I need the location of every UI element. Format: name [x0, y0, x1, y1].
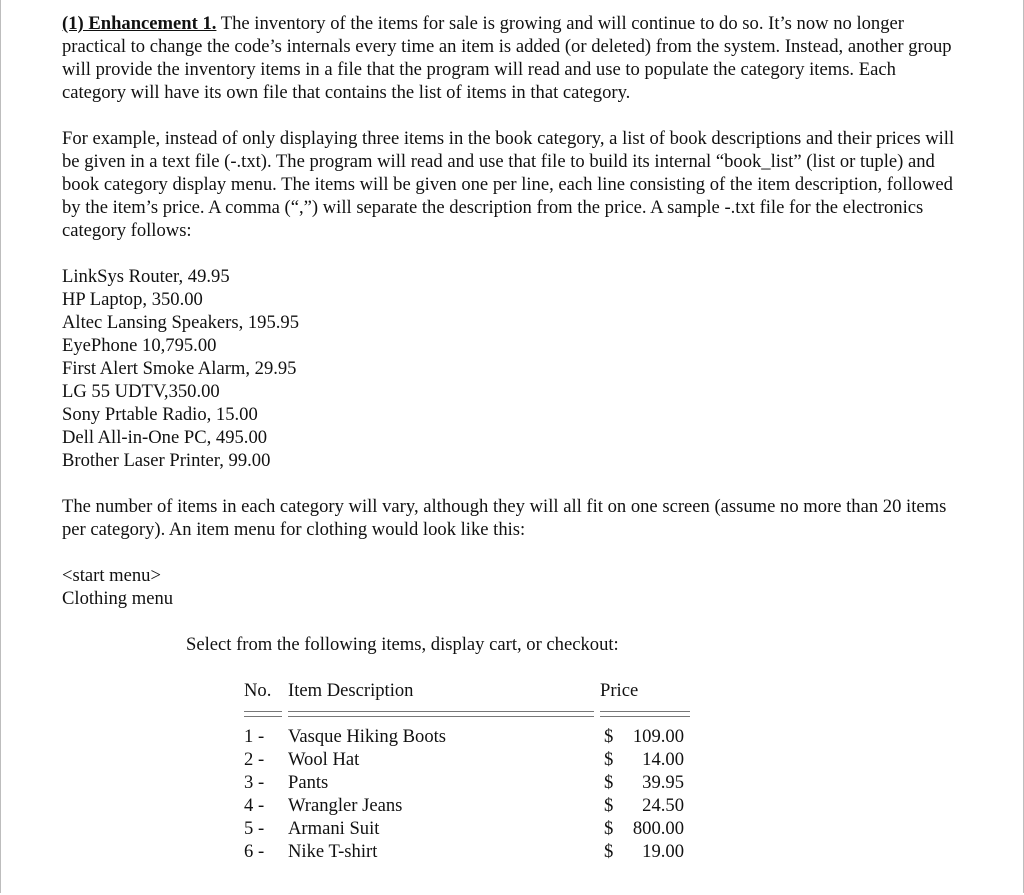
intro-paragraph	[62, 12, 962, 104]
document-body	[62, 12, 962, 863]
sample-line: EyePhone 10,795.00	[62, 335, 217, 356]
item-number: 2 -	[244, 749, 265, 770]
sample-line: Sony Prtable Radio, 15.00	[62, 404, 258, 425]
separator-price	[600, 711, 690, 717]
item-price-cell	[600, 840, 684, 863]
header-no: No.	[244, 680, 272, 701]
separator-no	[244, 711, 282, 717]
menu-prompt: Select from the following items, display cart, or checkout:	[186, 634, 619, 655]
sample-line: LinkSys Router, 49.95	[62, 266, 230, 287]
table-separator	[244, 702, 962, 725]
sample-line: HP Laptop, 350.00	[62, 289, 203, 310]
intro-text: The inventory of the items for sale is growing and will continue to do so. It’s now no longer practical to change the code’s internals every time an item is added (or deleted) from the system. Instead, another group will provide the inventory items in a file that the program will read and use to populate the category items. Each category will have its own file that contains the list of items in that category.	[62, 13, 952, 103]
item-price-cell	[600, 748, 684, 771]
item-description: Pants	[288, 772, 329, 793]
item-price-cell	[600, 794, 684, 817]
spacer	[62, 472, 962, 495]
item-number: 4 -	[244, 795, 265, 816]
item-price: 800.00	[632, 818, 684, 839]
table-row	[244, 794, 962, 817]
separator-description	[288, 711, 594, 717]
sample-file-lines	[62, 265, 962, 472]
item-price: 39.95	[642, 772, 684, 793]
currency-symbol: $	[604, 749, 614, 770]
table-row	[244, 725, 962, 748]
item-description: Wool Hat	[288, 749, 360, 770]
menu-title: Clothing menu	[62, 588, 174, 609]
spacer	[62, 610, 962, 633]
item-price: 19.00	[642, 841, 684, 862]
item-price-cell	[600, 771, 684, 794]
item-menu-table	[244, 679, 962, 863]
item-price: 14.00	[642, 749, 684, 770]
table-row	[244, 840, 962, 863]
header-description: Item Description	[288, 680, 414, 701]
item-number: 6 -	[244, 841, 265, 862]
currency-symbol: $	[604, 726, 614, 747]
sample-line: LG 55 UDTV,350.00	[62, 381, 220, 402]
sample-line: First Alert Smoke Alarm, 29.95	[62, 358, 297, 379]
item-number: 5 -	[244, 818, 265, 839]
currency-symbol: $	[604, 795, 614, 816]
item-description: Nike T-shirt	[288, 841, 378, 862]
item-price-cell	[600, 725, 684, 748]
menu-start-marker: <start menu>	[62, 565, 161, 586]
item-description: Armani Suit	[288, 818, 380, 839]
example-paragraph: For example, instead of only displaying three items in the book category, a list of book descriptions and their prices will be given in a text file (-.txt). The program will read and use that file to build its internal “book_list” (list or tuple) and book category display menu. The items will be given one per line, each line consisting of the item description, followed by the item’s price. A comma (“,”) will separate the description from the price. A sample -.txt file for the electronics category follows:	[62, 128, 955, 241]
sample-line: Altec Lansing Speakers, 195.95	[62, 312, 300, 333]
sample-line: Dell All-in-One PC, 495.00	[62, 427, 268, 448]
item-description: Vasque Hiking Boots	[288, 726, 447, 747]
count-paragraph: The number of items in each category will vary, although they will all fit on one screen (assume no more than 20 items per category). An item menu for clothing would look like this:	[62, 496, 947, 540]
spacer	[62, 104, 962, 127]
spacer	[62, 656, 962, 679]
table-row	[244, 771, 962, 794]
currency-symbol: $	[604, 841, 614, 862]
sample-line: Brother Laser Printer, 99.00	[62, 450, 271, 471]
item-price: 109.00	[632, 726, 684, 747]
currency-symbol: $	[604, 818, 614, 839]
item-number: 3 -	[244, 772, 265, 793]
header-price: Price	[600, 680, 639, 701]
table-row	[244, 817, 962, 840]
item-number: 1 -	[244, 726, 265, 747]
table-header-row	[244, 679, 962, 702]
enhancement-heading: (1) Enhancement 1.	[62, 13, 217, 34]
item-price: 24.50	[642, 795, 684, 816]
item-description: Wrangler Jeans	[288, 795, 403, 816]
table-row	[244, 748, 962, 771]
item-price-cell	[600, 817, 684, 840]
spacer	[62, 541, 962, 564]
currency-symbol: $	[604, 772, 614, 793]
spacer	[62, 242, 962, 265]
